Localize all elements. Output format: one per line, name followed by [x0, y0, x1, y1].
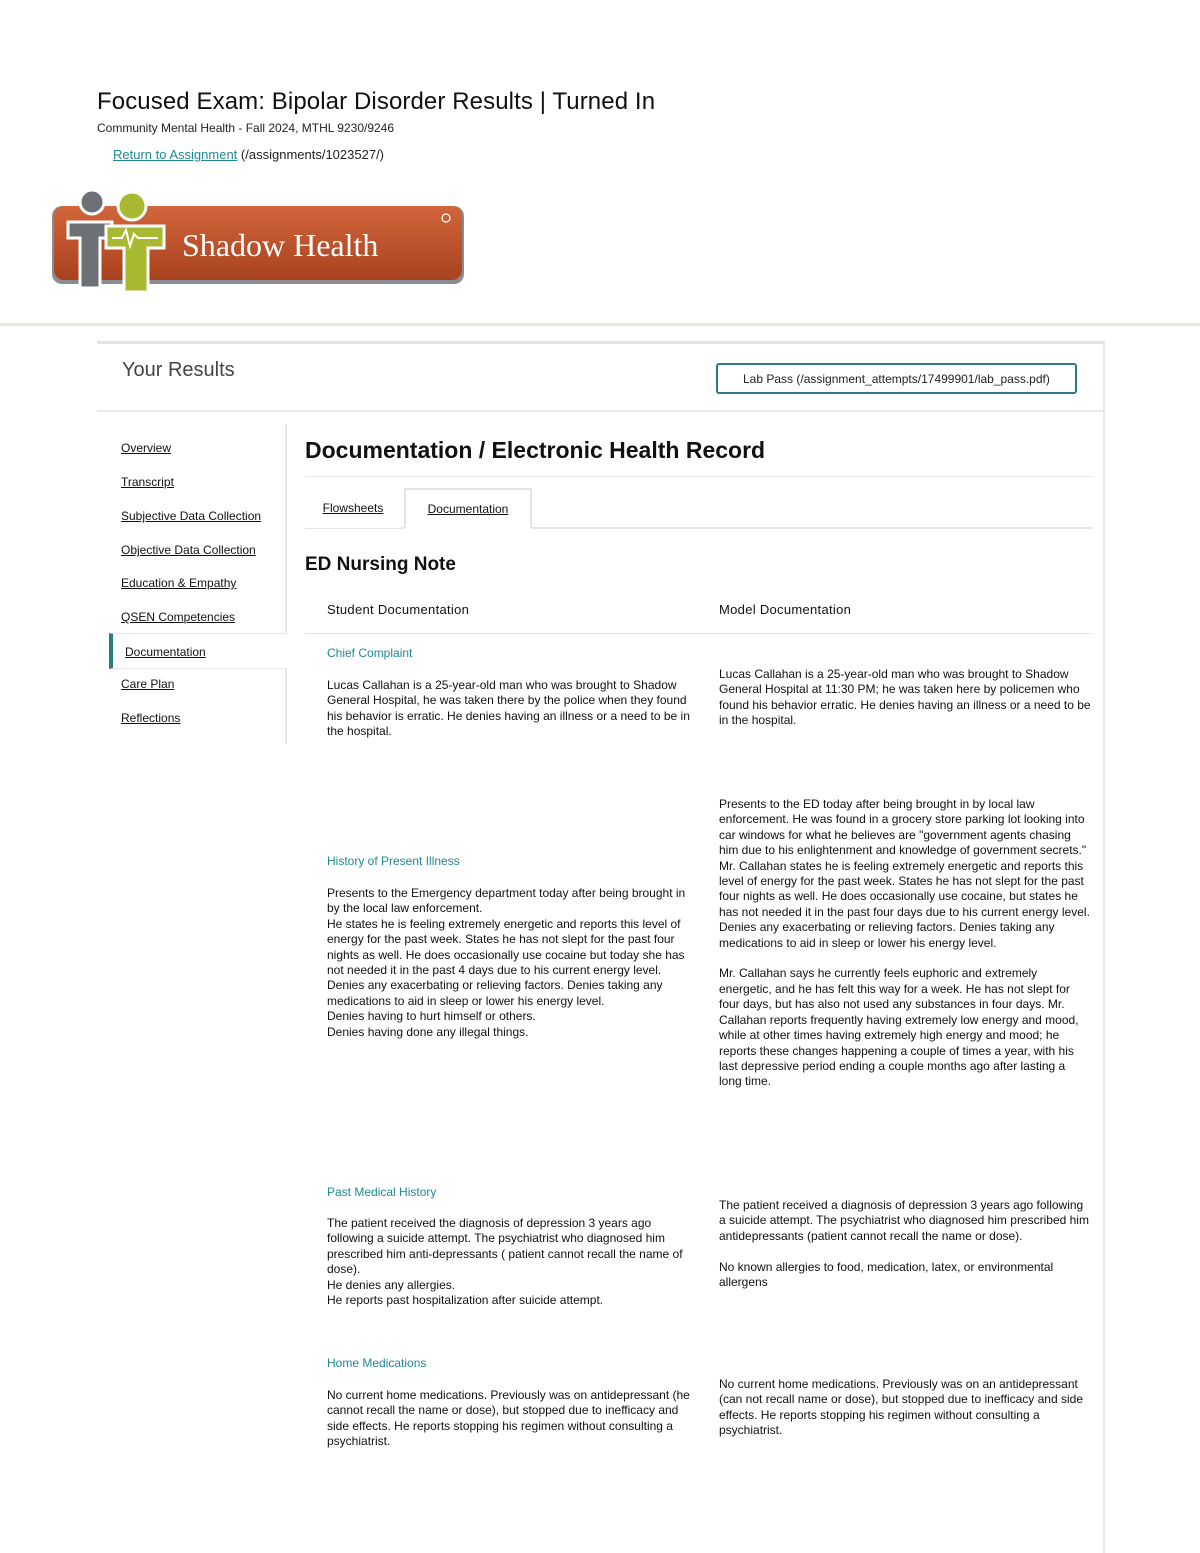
model-chief-complaint: Lucas Callahan is a 25-year-old man who was brought to Shadow General Hospital at 11:30 PM; he was taken here by policemen who found his behavior erratic. He denies having an illness or a need to be in the hospital. [719, 667, 1091, 728]
results-sidebar [97, 424, 287, 744]
return-to-assignment-link[interactable]: Return to Assignment [113, 147, 238, 162]
sidebar-item-education-empathy[interactable]: Education & Empathy [121, 576, 237, 590]
model-home-meds: No current home medications. Previously was on an antidepressant (can not recall name or dose), but stopped due to inefficacy and side effects. He reports stopping his regimen without consulting a psychiatrist. [719, 1377, 1084, 1438]
sidebar-item-reflections[interactable]: Reflections [121, 711, 181, 725]
return-line [113, 147, 384, 162]
sidebar-item-overview[interactable]: Overview [121, 441, 172, 455]
student-chief-complaint: Lucas Callahan is a 25-year-old man who was brought to Shadow General Hospital, he was taken there by the police when they found his behavior is erratic. He denies having an illness or a need to be in the hospital. [327, 678, 690, 739]
sidebar-item-documentation[interactable]: Documentation [109, 633, 287, 669]
sidebar-item-transcript[interactable]: Transcript [121, 475, 174, 489]
doc-tabs [305, 488, 1092, 529]
results-title: Your Results [122, 359, 235, 381]
tab-documentation[interactable]: Documentation [404, 488, 532, 529]
student-hpi: Presents to the Emergency department today after being brought in by the local law enforcement. He states he is feeling extremely energetic and reports this level of energy for the past week. States he has not slept for the past four nights as well. He does occasionally use cocaine but today she has not needed it in the past 4 days due to his current energy level. Denies any exacerbating or relieving factors. Denies taking any medications to aid in sleep or lower his energy level. Denies having to hurt himself or others. Denies having done any illegal things. [327, 886, 686, 1039]
sidebar-item-subjective-data[interactable]: Subjective Data Collection [121, 509, 262, 523]
model-column-header: Model Documentation [719, 602, 852, 617]
title-divider [305, 476, 1092, 477]
tab-flowsheets[interactable]: Flowsheets [305, 488, 401, 528]
note-title: ED Nursing Note [305, 554, 456, 575]
section-label-pmh: Past Medical History [327, 1185, 437, 1199]
student-column-header: Student Documentation [327, 602, 470, 617]
section-label-chief-complaint: Chief Complaint [327, 646, 413, 660]
student-home-meds: No current home medications. Previously was on antidepressant (he cannot recall the name or dose), but stopped due to inefficacy and side effects. He reports stopping his regimen without consulting a psychiatrist. [327, 1388, 690, 1449]
section-label-hpi: History of Present Illness [327, 854, 460, 868]
student-pmh: The patient received the diagnosis of depression 3 years ago following a suicide attempt. The psychiatrist who diagnosed him prescribed him anti-depressants ( patient cannot recall the name of dose). He denies any allergies. He reports past hospitalization after suicide attempt. [327, 1216, 683, 1308]
columns-divider [305, 633, 1092, 634]
page-title: Focused Exam: Bipolar Disorder Results | Turned In [97, 88, 656, 115]
header-divider [0, 323, 1200, 326]
shadow-health-logo [48, 186, 468, 298]
lab-pass-button[interactable]: Lab Pass (/assignment_attempts/17499901/lab_pass.pdf) [716, 363, 1077, 394]
section-title: Documentation / Electronic Health Record [305, 437, 766, 463]
model-pmh: The patient received a diagnosis of depression 3 years ago following a suicide attempt. The psychiatrist who diagnosed him prescribed him antidepressants (patient cannot recall the name or dose). No known allergies to food, medication, latex, or environmental allergens [719, 1198, 1089, 1290]
course-subtitle: Community Mental Health - Fall 2024, MTHL 9230/9246 [97, 121, 395, 135]
results-header [97, 344, 1103, 412]
return-url-text: (/assignments/1023527/) [240, 147, 385, 162]
logo-brand-text: Shadow Health [182, 227, 379, 263]
sidebar-item-qsen[interactable]: QSEN Competencies [121, 610, 236, 624]
section-label-home-meds: Home Medications [327, 1356, 427, 1370]
sidebar-item-care-plan[interactable]: Care Plan [121, 677, 175, 691]
sidebar-item-objective-data[interactable]: Objective Data Collection [121, 543, 256, 557]
model-hpi: Presents to the ED today after being brought in by local law enforcement. He was found in a grocery store parking lot looking into car windows for what he believes are "government agents chasing him due to his enlightenment and knowledge of government secrets." Mr. Callahan states he is feeling extremely energetic and reports this level of energy for the past week. States he has not slept for the past four nights as well. He does occasionally use cocaine, but states he has not needed it in the past four days due to his current energy level. Denies any exacerbating or relieving factors. Denies taking any medications to aid in sleep or lower his energy level. Mr. Callahan says he currently feels euphoric and extremely energetic, and he has felt this way for a week. He has not slept for four days, but has also not used any substances in four days. Mr. Callahan reports frequently having extremely low energy and mood, while at other times having extremely high energy and mood; he reports these changes happening a couple of times a year, with his last depressive period ending a couple months ago after lasting a long time. [719, 797, 1090, 1089]
